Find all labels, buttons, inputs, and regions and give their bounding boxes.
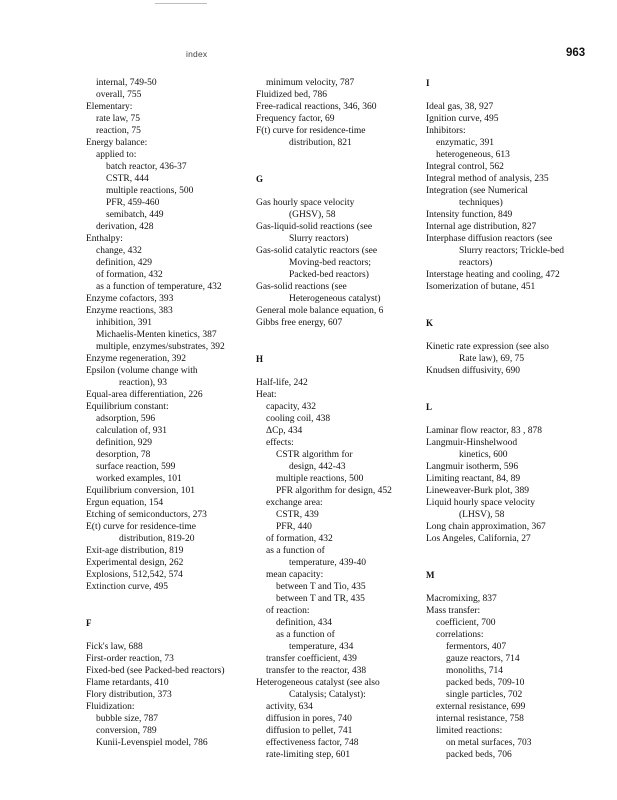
index-subentry: change, 432: [96, 246, 142, 256]
index-subentry: mean capacity:: [266, 570, 324, 580]
index-entry: Langmuir isotherm, 596: [426, 462, 519, 472]
index-subentry: cooling coil, 438: [266, 414, 331, 424]
index-subentry: Slurry reactors): [289, 234, 349, 244]
index-subentry: definition, 434: [276, 618, 332, 628]
section-letter: G: [256, 174, 264, 184]
top-rule: [155, 3, 207, 4]
index-subentry: between T and TR, 435: [276, 594, 365, 604]
index-entry: Integral control, 562: [426, 162, 504, 172]
index-entry: First-order reaction, 73: [86, 654, 174, 664]
index-subentry: kinetics, 600: [459, 450, 508, 460]
index-entry: Flame retardants, 410: [86, 678, 169, 688]
index-subentry: limited reactions:: [436, 726, 503, 736]
spacer: [426, 557, 611, 569]
index-subentry: enzymatic, 391: [436, 138, 495, 148]
index-subentry: semibatch, 449: [106, 210, 164, 220]
index-entry: Ideal gas, 38, 927: [426, 102, 494, 112]
spacer: [426, 545, 611, 557]
index-subentry: CSTR, 439: [276, 510, 319, 520]
index-entry: Ergun equation, 154: [86, 498, 164, 508]
index-subentry: batch reactor, 436-37: [106, 162, 187, 172]
index-subentry: monoliths, 714: [446, 666, 504, 676]
spacer: [256, 365, 426, 377]
index-entry: Mass transfer:: [426, 606, 481, 616]
index-subentry: reaction, 75: [96, 126, 141, 136]
index-subentry: internal resistance, 758: [436, 714, 524, 724]
index-entry: Knudsen diffusivity, 690: [426, 366, 520, 376]
section-letter: K: [426, 318, 434, 328]
index-column-3: [426, 77, 611, 761]
index-subentry: ΔCp, 434: [266, 426, 303, 436]
index-subentry: CSTR, 444: [106, 174, 149, 184]
index-subentry: packed beds, 709-10: [446, 678, 525, 688]
spacer: [256, 185, 426, 197]
index-subentry: Kunii-Levenspiel model, 786: [96, 738, 208, 748]
index-subentry: CSTR algorithm for: [276, 450, 353, 460]
page-number: 963: [566, 47, 586, 59]
section-letter: F: [86, 618, 92, 628]
index-subentry: of formation, 432: [96, 270, 163, 280]
index-entry: Fixed-bed (see Packed-bed reactors): [86, 666, 225, 676]
index-subentry: Slurry reactors; Trickle-bed: [459, 246, 565, 256]
index-entry: Exit-age distribution, 819: [86, 546, 184, 556]
spacer: [426, 329, 611, 341]
section-letter: I: [426, 78, 430, 88]
section-letter: L: [426, 402, 433, 412]
index-subentry: Catalysis; Catalyst):: [289, 690, 366, 700]
index-subentry: conversion, 789: [96, 726, 157, 736]
index-column-1: [86, 77, 256, 749]
index-entry: Liquid hourly space velocity: [426, 498, 535, 508]
index-entry: Experimental design, 262: [86, 558, 184, 568]
index-subentry: PFR algorithm for design, 452: [276, 486, 392, 496]
spacer: [426, 305, 611, 317]
index-subentry: of formation, 432: [266, 534, 333, 544]
index-subentry: capacity, 432: [266, 402, 317, 412]
spacer: [426, 377, 611, 389]
index-subentry: multiple, enzymes/substrates, 392: [96, 342, 225, 352]
index-entry: Limiting reactant, 84, 89: [426, 474, 521, 484]
index-entry: Heterogeneous catalyst (see also: [256, 678, 380, 688]
index-subentry: reaction), 93: [119, 378, 168, 388]
index-subentry: distribution, 821: [289, 138, 352, 148]
index-entry: Laminar flow reactor, 83 , 878: [426, 426, 542, 436]
index-entry: Enzyme cofactors, 393: [86, 294, 174, 304]
index-entry: Gas-solid reactions (see: [256, 282, 347, 292]
spacer: [86, 629, 256, 641]
index-subentry: inhibition, 391: [96, 318, 152, 328]
index-subentry: desorption, 78: [96, 450, 151, 460]
index-entry: Los Angeles, California, 27: [426, 534, 531, 544]
index-subentry: gauze reactors, 714: [446, 654, 520, 664]
index-entry: Enthalpy:: [86, 234, 123, 244]
index-entry: Interphase diffusion reactors (see: [426, 234, 553, 244]
index-subentry: between T and Tio, 435: [276, 582, 366, 592]
index-subentry: PFR, 440: [276, 522, 312, 532]
index-subentry: temperature, 434: [289, 642, 354, 652]
index-entry: Fluidized bed, 786: [256, 90, 327, 100]
index-subentry: distribution, 819-20: [119, 534, 195, 544]
index-entry: Half-life, 242: [256, 378, 308, 388]
index-subentry: worked examples, 101: [96, 474, 182, 484]
spacer: [426, 389, 611, 401]
index-entry: Equilibrium constant:: [86, 402, 169, 412]
spacer: [86, 593, 256, 605]
index-subentry: single particles, 702: [446, 690, 523, 700]
index-entry: General mole balance equation, 6: [256, 306, 384, 316]
index-subentry: Rate law), 69, 75: [459, 354, 525, 364]
index-entry: Equal-area differentiation, 226: [86, 390, 203, 400]
spacer: [86, 605, 256, 617]
index-subentry: diffusion to pellet, 741: [266, 726, 353, 736]
index-subentry: reactors): [459, 258, 493, 268]
index-subentry: correlations:: [436, 630, 484, 640]
index-entry: Lineweaver-Burk plot, 389: [426, 486, 529, 496]
index-subentry: rate law, 75: [96, 114, 140, 124]
index-subentry: as a function of: [276, 630, 335, 640]
index-subentry: derivation, 428: [96, 222, 154, 232]
index-subentry: diffusion in pores, 740: [266, 714, 352, 724]
index-subentry: Moving-bed reactors;: [289, 258, 372, 268]
index-entry: Integration (see Numerical: [426, 186, 528, 196]
section-letter: M: [426, 570, 435, 580]
spacer: [256, 329, 426, 341]
index-subentry: temperature, 439-40: [289, 558, 367, 568]
index-entry: Kinetic rate expression (see also: [426, 342, 549, 352]
index-entry: E(t) curve for residence-time: [86, 522, 196, 532]
index-subentry: surface reaction, 599: [96, 462, 176, 472]
index-subentry: transfer to the reactor, 438: [266, 666, 367, 676]
index-entry: Enzyme regeneration, 392: [86, 354, 186, 364]
index-entry: Gas-solid catalytic reactors (see: [256, 246, 378, 256]
index-entry: Integral method of analysis, 235: [426, 174, 549, 184]
index-entry: Inhibitors:: [426, 126, 466, 136]
index-subentry: fermentors, 407: [446, 642, 507, 652]
spacer: [256, 341, 426, 353]
index-subentry: overall, 755: [96, 90, 142, 100]
spacer: [426, 413, 611, 425]
index-entry: Flory distribution, 373: [86, 690, 172, 700]
index-subentry: heterogeneous, 613: [436, 150, 510, 160]
index-subentry: activity, 634: [266, 702, 313, 712]
index-subentry: (GHSV), 58: [289, 210, 336, 220]
index-subentry: (LHSV), 58: [459, 510, 505, 520]
index-subentry: techniques): [459, 198, 503, 208]
index-subentry: transfer coefficient, 439: [266, 654, 357, 664]
index-subentry: exchange area:: [266, 498, 323, 508]
index-subentry: rate-limiting step, 601: [266, 750, 351, 760]
index-subentry: design, 442-43: [289, 462, 346, 472]
index-subentry: Packed-bed reactors): [289, 270, 369, 280]
index-subentry: applied to:: [96, 150, 137, 160]
spacer: [426, 581, 611, 593]
index-entry: Gas-liquid-solid reactions (see: [256, 222, 373, 232]
index-subentry: coefficient, 700: [436, 618, 496, 628]
index-entry: Energy balance:: [86, 138, 148, 148]
index-column-2: [256, 77, 426, 761]
index-subentry: multiple reactions, 500: [106, 186, 194, 196]
index-subentry: effects:: [266, 438, 294, 448]
index-entry: Interstage heating and cooling, 472: [426, 270, 560, 280]
index-subentry: calculation of, 931: [96, 426, 167, 436]
index-entry: Enzyme reactions, 383: [86, 306, 173, 316]
index-entry: Ignition curve, 495: [426, 114, 499, 124]
index-subentry: definition, 429: [96, 258, 152, 268]
spacer: [256, 161, 426, 173]
running-header: index: [186, 49, 208, 59]
index-subentry: on metal surfaces, 703: [446, 738, 532, 748]
index-entry: Epsilon (volume change with: [86, 366, 198, 376]
index-entry: Langmuir-Hinshelwood: [426, 438, 518, 448]
index-subentry: effectiveness factor, 748: [266, 738, 359, 748]
section-letter: H: [256, 354, 264, 364]
index-subentry: Michaelis-Menten kinetics, 387: [96, 330, 217, 340]
index-entry: Macromixing, 837: [426, 594, 497, 604]
spacer: [256, 149, 426, 161]
index-entry: Fluidization:: [86, 702, 135, 712]
index-subentry: bubble size, 787: [96, 714, 159, 724]
index-subentry: as a function of: [266, 546, 325, 556]
index-subentry: multiple reactions, 500: [276, 474, 364, 484]
spacer: [426, 293, 611, 305]
index-entry: Intensity function, 849: [426, 210, 513, 220]
index-subentry: external resistance, 699: [436, 702, 526, 712]
index-entry: Heat:: [256, 390, 277, 400]
index-subentry: internal, 749-50: [96, 78, 157, 88]
index-entry: Long chain approximation, 367: [426, 522, 546, 532]
index-entry: Gibbs free energy, 607: [256, 318, 343, 328]
index-entry: Fick's law, 688: [86, 642, 143, 652]
index-subentry: Heterogeneous catalyst): [289, 294, 381, 304]
index-entry: Gas hourly space velocity: [256, 198, 355, 208]
index-entry: Extinction curve, 495: [86, 582, 169, 592]
index-entry: Free-radical reactions, 346, 360: [256, 102, 377, 112]
index-subentry: packed beds, 706: [446, 750, 512, 760]
index-subentry: of reaction:: [266, 606, 310, 616]
index-subentry: definition, 929: [96, 438, 152, 448]
index-entry: F(t) curve for residence-time: [256, 126, 366, 136]
index-entry: Isomerization of butane, 451: [426, 282, 536, 292]
index-entry: Equilibrium conversion, 101: [86, 486, 195, 496]
index-subentry: minimum velocity, 787: [266, 78, 355, 88]
index-entry: Etching of semiconductors, 273: [86, 510, 207, 520]
spacer: [426, 89, 611, 101]
index-subentry: PFR, 459-460: [106, 198, 160, 208]
index-subentry: as a function of temperature, 432: [96, 282, 222, 292]
index-subentry: adsorption, 596: [96, 414, 156, 424]
index-entry: Frequency factor, 69: [256, 114, 335, 124]
index-entry: Explosions, 512,542, 574: [86, 570, 183, 580]
index-entry: Elementary:: [86, 102, 133, 112]
index-entry: Internal age distribution, 827: [426, 222, 537, 232]
